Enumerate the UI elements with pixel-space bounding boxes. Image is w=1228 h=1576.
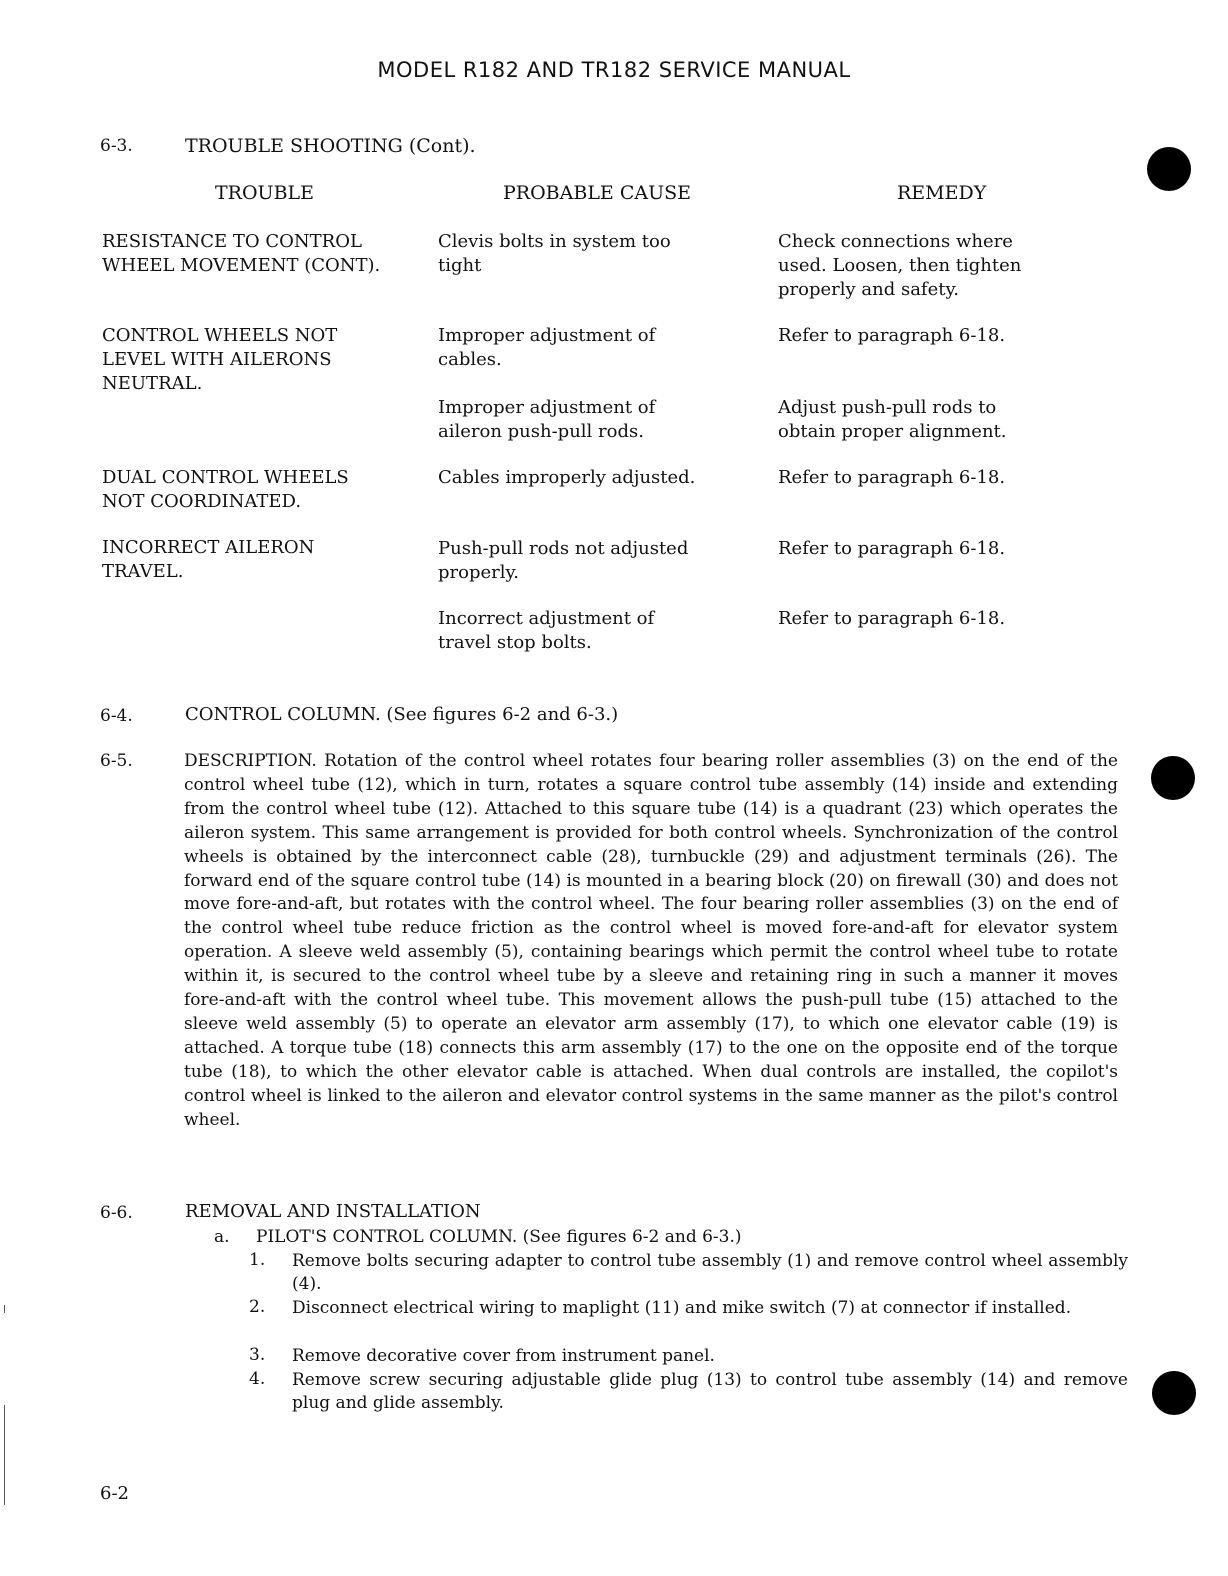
step-number: 4. [249,1369,266,1389]
edge-mark [4,1305,5,1313]
step-number: 2. [249,1297,266,1317]
remedy-cell: Refer to paragraph 6-18. [778,608,1006,629]
section-6-6-title: REMOVAL AND INSTALLATION [185,1201,481,1222]
step-number: 3. [249,1345,266,1365]
cause-cell: Incorrect adjustment of travel stop bolts. [438,608,655,653]
remedy-cell: Refer to paragraph 6-18. [778,325,1006,346]
step-text: Remove decorative cover from instrument panel. [292,1346,715,1366]
subsection-title: PILOT'S CONTROL COLUMN. (See figures 6-2 and 6-3.) [256,1227,742,1247]
step-number: 1. [249,1250,266,1270]
binder-hole-middle [1151,756,1195,800]
binder-hole-top [1147,147,1191,191]
remedy-cell: Check connections where used. Loosen, then tighten properly and safety. [778,231,1022,300]
cause-cell: Cables improperly adjusted. [438,467,696,488]
section-6-3-number: 6-3. [100,136,133,156]
cause-cell: Improper adjustment of cables. [438,325,656,370]
section-6-3-title: TROUBLE SHOOTING (Cont). [185,135,476,157]
trouble-cell: RESISTANCE TO CONTROL WHEEL MOVEMENT (CONT). [102,231,381,276]
section-6-4-number: 6-4. [100,706,133,726]
remedy-cell: Refer to paragraph 6-18. [778,538,1006,559]
remedy-cell: Refer to paragraph 6-18. [778,467,1006,488]
trouble-cell: DUAL CONTROL WHEELS NOT COORDINATED. [102,467,349,512]
description-paragraph: DESCRIPTION. Rotation of the control wheel rotates four bearing roller assemblies (3) on the end of the control wheel tube (12), which in turn, rotates a square control tube assembly (14) inside and extending from the control wheel tube (12). Attached to this square tube (14) is a quadrant (23) which operates the aileron system. This same arrangement is provided for both control wheels. Synchronization of the control wheels is obtained by the interconnect cable (28), turnbuckle (29) and adjustment terminals (26). The forward end of the square control tube (14) is mounted in a bearing block (20) on firewall (30) and does not move fore-and-aft, but rotates with the control wheel. The four bearing roller assemblies (3) on the end of the control wheel tube reduce friction as the control wheel is moved fore-and-aft for elevator system operation. A sleeve weld assembly (5), containing bearings which permit the control wheel tube to rotate within it, is secured to the control wheel tube by a sleeve and retaining ring in such a manner it moves fore-and-aft with the control wheel tube. This movement allows the push-pull tube (15) attached to the sleeve weld assembly (5) to operate an elevator arm assembly (17), to which one elevator cable (19) is attached. A torque tube (18) connects this arm assembly (17) to the one on the opposite end of the torque tube (18), to which the other elevator cable is attached. When dual controls are installed, the copilot's control wheel is linked to the aileron and elevator control systems in the same manner as the pilot's control wheel. [184,751,1118,1130]
step-text: Remove screw securing adjustable glide plug (13) to control tube assembly (14) and remove plug and glide assembly. [292,1370,1128,1413]
cause-cell: Clevis bolts in system too tight [438,231,671,276]
page-number: 6-2 [100,1483,129,1504]
column-header-remedy: REMEDY [897,182,987,204]
trouble-cell: CONTROL WHEELS NOT LEVEL WITH AILERONS NEUTRAL. [102,325,338,394]
column-header-cause: PROBABLE CAUSE [503,182,691,204]
step-text: Remove bolts securing adapter to control tube assembly (1) and remove control wheel assembly (4). [292,1251,1128,1294]
binder-hole-bottom [1152,1371,1196,1415]
column-header-trouble: TROUBLE [215,182,315,204]
cause-cell: Improper adjustment of aileron push-pull rods. [438,397,656,442]
step-text: Disconnect electrical wiring to maplight (11) and mike switch (7) at connector if installed. [292,1298,1072,1318]
remedy-cell: Adjust push-pull rods to obtain proper alignment. [778,397,1007,442]
cause-cell: Push-pull rods not adjusted properly. [438,538,689,583]
page-title: MODEL R182 AND TR182 SERVICE MANUAL [377,58,851,82]
section-6-6-number: 6-6. [100,1203,133,1223]
trouble-cell: INCORRECT AILERON TRAVEL. [102,537,315,582]
subsection-letter: a. [214,1227,230,1247]
section-6-4-title: CONTROL COLUMN. (See figures 6-2 and 6-3.) [185,704,619,725]
edge-mark [4,1405,5,1505]
section-6-5-number: 6-5. [100,751,133,771]
